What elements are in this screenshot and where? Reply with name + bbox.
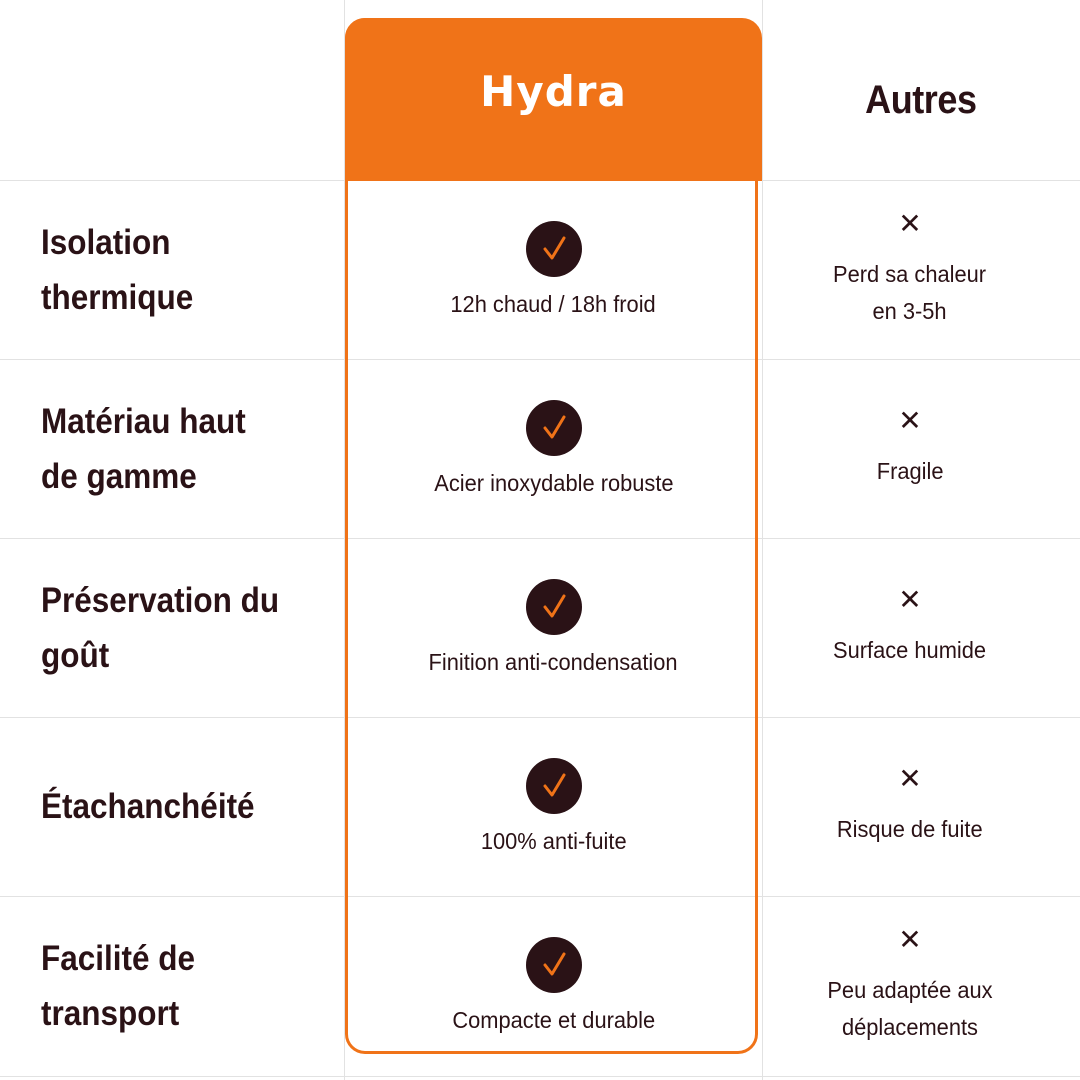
- hydra-column-header: [345, 18, 762, 181]
- feature-cell: [41, 896, 331, 1075]
- others-drawback-text: Perd sa chaleur en 3-5h: [833, 260, 987, 324]
- feature-cell: [41, 717, 331, 896]
- hydra-benefit-text: Finition anti-condensation: [428, 649, 678, 675]
- others-cell: [762, 180, 1058, 359]
- check-icon: [526, 579, 582, 635]
- feature-label: Préservation du goût: [41, 580, 280, 675]
- hydra-benefit-text: Compacte et durable: [452, 1007, 655, 1033]
- feature-label: Isolation thermique: [41, 222, 194, 317]
- hydra-benefit-text: 12h chaud / 18h froid: [450, 291, 657, 317]
- check-icon: [526, 758, 582, 814]
- hydra-benefit-text: Acier inoxydable robuste: [433, 470, 674, 496]
- feature-label: Étachanchéité: [41, 787, 255, 826]
- hydra-cell: [345, 896, 762, 1075]
- feature-cell: [41, 359, 331, 538]
- others-column-header: [762, 0, 1080, 180]
- cross-icon: ✕: [898, 583, 922, 616]
- cross-icon: ✕: [898, 762, 922, 795]
- feature-cell: [41, 538, 331, 717]
- cross-icon: ✕: [898, 922, 922, 956]
- comparison-row: [0, 538, 1080, 717]
- feature-cell: [41, 180, 331, 359]
- feature-label: Matériau haut de gamme: [41, 401, 246, 496]
- check-icon: [526, 937, 582, 993]
- hydra-cell: [345, 180, 762, 359]
- others-cell: [762, 717, 1058, 896]
- row-divider: [0, 1076, 1080, 1077]
- others-drawback-text: Surface humide: [833, 637, 987, 663]
- others-title: Autres: [865, 77, 977, 122]
- check-icon: [526, 221, 582, 277]
- others-drawback-text: Risque de fuite: [837, 816, 983, 842]
- comparison-row: [0, 896, 1080, 1075]
- others-cell: [762, 896, 1058, 1075]
- check-icon: [526, 400, 582, 456]
- comparison-row: [0, 359, 1080, 538]
- hydra-cell: [345, 538, 762, 717]
- comparison-row: [0, 180, 1080, 359]
- hydra-cell: [345, 359, 762, 538]
- others-cell: [762, 359, 1058, 538]
- others-drawback-text: Peu adaptée aux déplacements: [827, 976, 993, 1040]
- others-drawback-text: Fragile: [876, 458, 944, 484]
- cross-icon: ✕: [898, 404, 922, 437]
- feature-label: Facilité de transport: [41, 938, 196, 1033]
- hydra-cell: [345, 717, 762, 896]
- others-cell: [762, 538, 1058, 717]
- hydra-benefit-text: 100% anti-fuite: [480, 828, 627, 854]
- comparison-row: [0, 717, 1080, 896]
- hydra-title: Hydra: [480, 67, 627, 116]
- cross-icon: ✕: [898, 206, 922, 240]
